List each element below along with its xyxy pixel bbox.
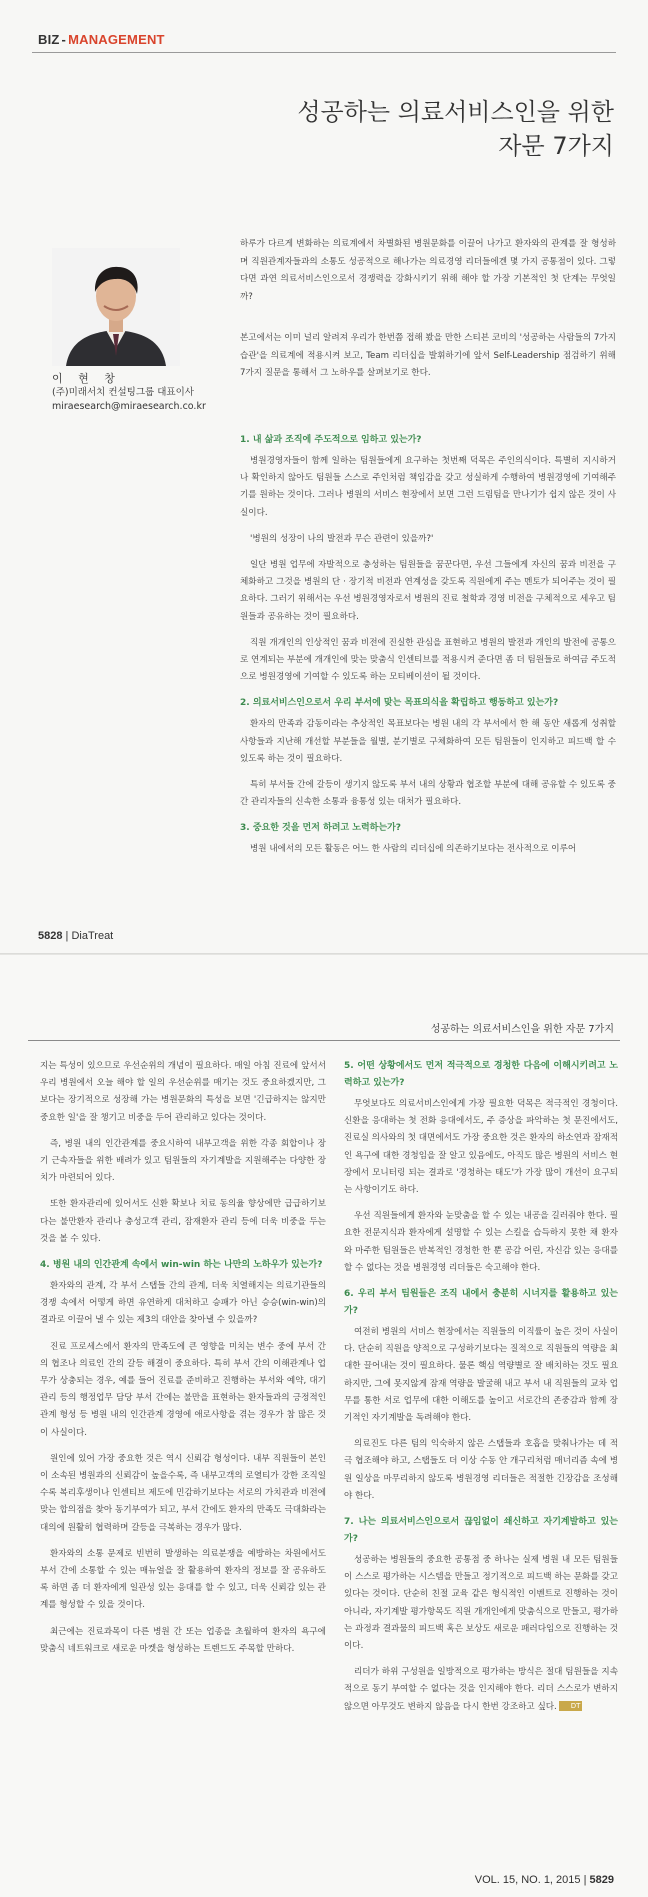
q3-heading: 3. 중요한 것을 먼저 하려고 노력하는가?: [240, 823, 401, 834]
title-line-1: 성공하는 의료서비스인을 위한: [297, 98, 614, 126]
q6-paragraph: 의료진도 다른 팀의 익숙하지 않은 스탭들과 호흡을 맞춰나가는 데 적극 협조해야 하고, 스탭들도 더 이상 수동 안 개구리처럼 매너리즘 속에 병원 일상을 마무리하지 않도록 병원경영 리더들은 적절한 긴장감을 조성해야 한다.: [344, 1439, 618, 1501]
page1-body: [240, 424, 616, 868]
section-category: MANAGEMENT: [68, 32, 165, 47]
footer-separator: |: [583, 1874, 587, 1886]
q4-paragraph: 원인에 있어 가장 중요한 것은 역시 신뢰감 형성이다. 내부 직원들이 본인이 소속된 병원과의 신뢰감이 높을수록, 즉 내부고객의 로열티가 강한 조직일수록 복리후생이나 인센티브 제도에 민감하기보다는 서로의 가치관과 비전에 맞는 합의점을 찾아 동기부여가 되고, 부서 간에도 환자의 만족도 극대화라는 대의에 원활히 협력하며 갈등을 극복하는 경우가 많다.: [40, 1453, 326, 1533]
q7-heading: 7. 나는 의료서비스인으로서 끊임없이 쇄신하고 자기계발하고 있는가?: [344, 1517, 618, 1545]
section-biz: BIZ: [38, 32, 60, 47]
q5-paragraph: 우선 직원들에게 환자와 눈맞춤을 할 수 있는 내공을 길러줘야 한다. 필요한 전문지식과 환자에게 설명할 수 있는 스킬을 습득하지 못한 채 환자와 마주한 팀원들은 반복적인 경청한 한 뿐 공감 어린, 자신감 있는 응대를 할 수 없다는 것을 병원경영 리더들은 숙고해야 한다.: [344, 1211, 618, 1273]
q4-paragraph: 환자와의 소통 문제로 빈번히 발생하는 의료분쟁을 예방하는 차원에서도 부서 간에 소통할 수 있는 매뉴얼을 잘 활용하여 환자의 정보를 잘 공유하도록 하면 좀 더 환자에게 일관성 있는 응대를 할 수 있고, 더욱 신뢰감 있는 관계를 형성할 수 있을 것이다.: [40, 1548, 326, 1611]
q2-paragraph: 환자의 만족과 감동이라는 추상적인 목표보다는 병원 내의 각 부서에서 한 해 동안 새롭게 성취할 사항들과 지난해 개선할 부분들을 월별, 분기별로 구체화하여 모든 팀원들이 인지하고 피드백 할 수 있도록 하는 것이 필요하다.: [240, 719, 616, 764]
intro-paragraph-1: 하루가 다르게 변화하는 의료계에서 차별화된 병원문화를 이끌어 나가고 환자와의 관계를 잘 형성하며 직원관계자들과의 소통도 성공적으로 해나가는 의료경영 리더들에겐 몇 가지 공통점이 있다. 그렇다면 과연 의료서비스인으로서 경쟁력을 강화시키기 위해 해야 할 가장 기본적인 첫 단계는 무엇일까?: [240, 239, 616, 302]
page2-left-column: [40, 1058, 326, 1667]
page-number: 5828: [38, 930, 63, 942]
author-name: 이 현 창: [52, 372, 121, 385]
title-line-2: 자문 7가지: [498, 132, 614, 160]
q1-paragraph: 직원 개개인의 인상적인 꿈과 비전에 진실한 관심을 표현하고 병원의 발전과 개인의 발전에 공통으로 연계되는 부분에 개개인에 맞는 맞춤식 인센티브를 적용시켜 준다면 좀 더 팀원들로 하여금 주도적으로 병원경영에 기여할 수 있도록 하는 모티베이션이 될 것이다.: [240, 637, 616, 683]
author-photo-illustration: [52, 248, 180, 366]
magazine-name: DiaTreat: [71, 930, 114, 942]
q4-paragraph: 최근에는 진료과목이 다른 병원 간 또는 업종을 초월하여 환자의 욕구에 맞춤식 네트워크로 새로운 마켓을 형성하는 트렌드도 주목할 만하다.: [40, 1626, 326, 1654]
q7-paragraph: 성공하는 병원들의 중요한 공통점 중 하나는 실제 병원 내 모든 팀원들이 스스로 평가하는 시스템을 만들고 정기적으로 피드백 하는 문화를 갖고 있다는 것이다. 단순히 친절 교육 같은 형식적인 이벤트로 진행하는 것이 아니라, 자기계발 평가항목도 직원 개개인에게 맞춤식으로 만들고, 평가하는 과정과 결과물의 피드백 혹은 보상도 새로운 패러다임으로 진행하는 것이다.: [344, 1555, 618, 1652]
q1-paragraph: 일단 병원 업무에 자발적으로 충성하는 팀원들을 꿈꾼다면, 우선 그들에게 자신의 꿈과 비전을 구체화하고 그것을 병원의 단 · 장기적 비전과 연계성을 갖도록 직원에게 주는 멘토가 되어주는 것이 필요하다. 그러기 위해서는 우선 병원경영자로서 병원의 진료 철학과 경영 비전을 구체적으로 세우고 팀원들과 공유하는 것이 필요하다.: [240, 560, 616, 622]
q4-paragraph: 환자와의 관계, 각 부서 스탭들 간의 관계, 더욱 치열해지는 의료기관들의 경쟁 속에서 어떻게 하면 유연하게 대처하고 승패가 아닌 승승(win-win)의 결과로 이끌어 낼 수 있는 제3의 대안을 찾아낼 수 있을까?: [40, 1281, 326, 1326]
q2-paragraph: 특히 부서들 간에 갈등이 생기지 않도록 부서 내의 상황과 협조할 부분에 대해 공유할 수 있도록 중간 관리자들의 신속한 소통과 융통성 있는 대처가 필요하다.: [240, 780, 616, 808]
q3-paragraph: 병원 내에서의 모든 활동은 어느 한 사람의 리더십에 의존하기보다는 전사적으로 이루어: [250, 844, 577, 855]
q2-heading: 2. 의료서비스인으로서 우리 부서에 맞는 목표의식을 확립하고 행동하고 있는가?: [240, 698, 559, 709]
q4-paragraph: 진료 프로세스에서 환자의 만족도에 큰 영향을 미치는 변수 중에 부서 간의 협조나 의료인 간의 갈등 해결이 중요하다. 특히 부서 간의 이해관계나 업무가 상충되는 경우, 예를 들어 진료를 준비하고 진행하는 부서와 예약, 대기 관리 등의 행정업무 담당 부서 간에는 불만을 표현하는 환자들과의 긍정적인 관계 형성 등 병원 내의 인간관계 경영에 애로사항을 겪는 경우가 참 많은 것이 사실이다.: [40, 1341, 326, 1438]
continued-paragraph: 지는 특성이 있으므로 우선순위의 개념이 필요하다. 매일 아침 진료에 앞서서 우리 병원에서 오늘 해야 할 일의 우선순위를 매기는 것도 중요하겠지만, 그보다는 장기적으로 성장해 가는 병원문화의 특성을 보면 '긴급하지는 않지만 중요한 일'을 잘 챙기고 비중을 두어 관리하고 있다는 것이다.: [40, 1061, 326, 1123]
page-footer-left: [38, 930, 113, 942]
footer-separator: |: [65, 930, 69, 942]
q1-paragraph: 병원경영자들이 함께 일하는 팀원들에게 요구하는 첫번째 덕목은 주인의식이다. 특별히 지시하거나 확인하지 않아도 팀원들 스스로 주인처럼 책임감을 갖고 성실하게 수행하여 병원경영에 기여해주기를 원하는 것이다. 그러나 병원의 서비스 현장에서 보면 그런 드림팀을 만나기가 쉽지 않은 것이 사실이다.: [240, 456, 616, 518]
q7-last-text: 리더가 하위 구성원을 일방적으로 평가하는 방식은 절대 팀원들을 지속적으로 동기 부여할 수 없다는 것을 인지해야 한다. 리더 스스로가 변하지 않으면 아무것도 변하지 않음을 다시 한번 강조하고 싶다.: [344, 1667, 618, 1712]
section-tag: [38, 32, 165, 47]
q7-paragraph: [344, 1664, 618, 1716]
body-paragraph: 즉, 병원 내의 인간관계를 중요시하여 내부고객을 위한 각종 회합이나 장기 근속자들을 위한 배려가 있고 팀원들의 자기계발을 지원해주는 다양한 장치가 마련되어 있다.: [40, 1138, 326, 1184]
volume-info: VOL. 15, NO. 1, 2015: [474, 1874, 581, 1886]
q5-paragraph: 무엇보다도 의료서비스인에게 가장 필요한 덕목은 적극적인 경청이다. 신환을 응대하는 첫 전화 응대에서도, 주 증상을 파악하는 첫 문진에서도, 진료실 의사와의 첫 대면에서도 가장 중요한 것은 환자의 하소연과 잠재적인 욕구에 대한 경청임을 잘 알고 있음에도, 아직도 많은 병원의 서비스 현장에서 모니터링 되는 결과로 '경청하는 태도'가 가장 많이 개선이 요구되는 사항이기도 하다.: [344, 1099, 618, 1196]
q1-paragraph: '병원의 성장이 나의 발전과 무슨 관련이 있을까?': [250, 533, 434, 544]
running-head: 성공하는 의료서비스인을 위한 자문 7가지: [430, 1024, 614, 1035]
author-photo: [52, 248, 180, 366]
article-title: [297, 95, 614, 163]
article-end-mark: DT: [559, 1701, 583, 1711]
page-number: 5829: [589, 1874, 614, 1886]
q6-heading: 6. 우리 부서 팀원들은 조직 내에서 충분히 시너지를 활용하고 있는가?: [344, 1289, 618, 1317]
header-rule: [32, 52, 616, 53]
body-paragraph: 또한 환자관리에 있어서도 신환 확보나 치료 동의율 향상에만 급급하기보다는 불만환자 관리나 충성고객 관리, 잠재환자 관리 등에 더욱 비중을 두는 것을 볼 수 있다.: [40, 1199, 326, 1244]
intro-paragraph-2: 본고에서는 이미 널리 알려져 우리가 한번쯤 접해 봤을 만한 스티븐 코비의 '성공하는 사람들의 7가지 습관'을 의료계에 적용시켜 보고, Team 리더십을 발휘하기에 앞서 Self-Leadership 점검하기 위해 7가지 질문을 통해서 그 노하우를 살펴보기로 한다.: [240, 333, 616, 378]
q5-heading: 5. 어떤 상황에서도 먼저 적극적으로 경청한 다음에 이해시키려고 노력하고 있는가?: [344, 1061, 618, 1088]
page-footer-right: [475, 1874, 614, 1886]
page2-right-column: [344, 1058, 618, 1725]
author-byline: [52, 372, 206, 414]
q1-heading: 1. 내 삶과 조직에 주도적으로 임하고 있는가?: [240, 435, 422, 445]
author-email: miraesearch@miraesearch.co.kr: [52, 401, 206, 412]
running-head-rule: [28, 1040, 620, 1041]
q6-paragraph: 여전히 병원의 서비스 현장에서는 직원들의 이직률이 높은 것이 사실이다. 단순히 직원을 양적으로 구성하기보다는 질적으로 직원들의 역량을 최대한 끌어내는 것이 필요하다. 물론 핵심 역량별로 잘 배치하는 것도 필요하지만, 그에 못지않게 잠재 역량을 발굴해 내고 부서 내 직원들의 교차 업무를 통한 서로 업무에 대한 이해도를 높이고 서로간의 존중감과 함께 장기적인 자기계발을 독려해야 한다.: [344, 1327, 618, 1424]
q4-heading: 4. 병원 내의 인간관계 속에서 win-win 하는 나만의 노하우가 있는가?: [40, 1260, 323, 1271]
author-affiliation: (주)미래서치 컨설팅그룹 대표이사: [52, 387, 194, 398]
section-dash: -: [61, 32, 67, 47]
